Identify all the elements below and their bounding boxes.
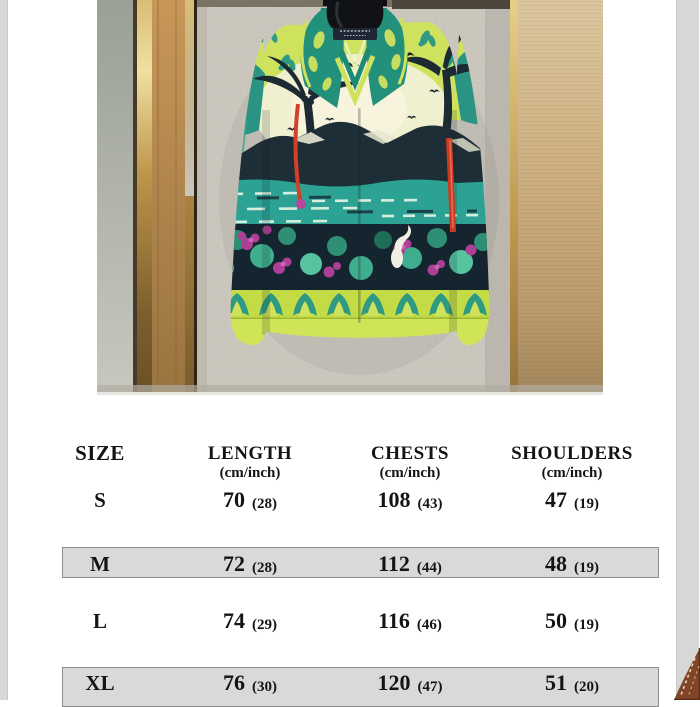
column-header-shoulders xyxy=(486,443,658,482)
product-photo[interactable] xyxy=(97,0,603,395)
gold-frame-left xyxy=(137,0,152,392)
shoulder-value: 47 (19) xyxy=(545,487,599,512)
length-value: 70 (28) xyxy=(223,487,277,512)
header-shoulders-unit: (cm/inch) xyxy=(541,465,603,481)
chest-value: 112 (44) xyxy=(378,551,442,576)
header-length-label: LENGTH xyxy=(207,443,293,464)
header-chests-unit: (cm/inch) xyxy=(379,465,441,481)
length-value: 74 (29) xyxy=(223,608,277,633)
length-value: 72 (28) xyxy=(223,551,277,576)
page-right-edge-strip xyxy=(676,0,699,700)
gold-frame-left-inner xyxy=(185,0,194,392)
header-length-unit: (cm/inch) xyxy=(219,465,281,481)
length-value: 76 (30) xyxy=(223,670,277,695)
chest-value: 108 (43) xyxy=(377,487,443,512)
size-label: XL xyxy=(85,671,115,695)
chest-value: 116 (46) xyxy=(378,608,442,633)
header-shoulders-label: SHOULDERS xyxy=(511,443,633,464)
page-left-edge-strip xyxy=(0,0,8,700)
chest-value: 120 (47) xyxy=(377,670,443,695)
column-header-chests xyxy=(326,443,494,482)
leather-corner-next-photo xyxy=(664,640,700,700)
size-label: S xyxy=(94,488,106,512)
size-label: M xyxy=(90,552,110,576)
shoulder-value: 50 (19) xyxy=(545,608,599,633)
shirt-photo-graphic xyxy=(97,0,603,395)
shoulder-value: 51 (20) xyxy=(545,670,599,695)
gold-frame-right xyxy=(510,0,518,392)
hanger xyxy=(323,0,387,28)
column-header-size xyxy=(55,443,145,464)
column-header-length xyxy=(166,443,334,482)
shoulder-value: 48 (19) xyxy=(545,551,599,576)
size-label: L xyxy=(92,609,107,633)
wood-strip-left xyxy=(152,0,185,392)
left-mirror-wall xyxy=(97,0,133,392)
header-chests-label: CHESTS xyxy=(371,443,449,464)
header-size-label: SIZE xyxy=(75,441,125,465)
